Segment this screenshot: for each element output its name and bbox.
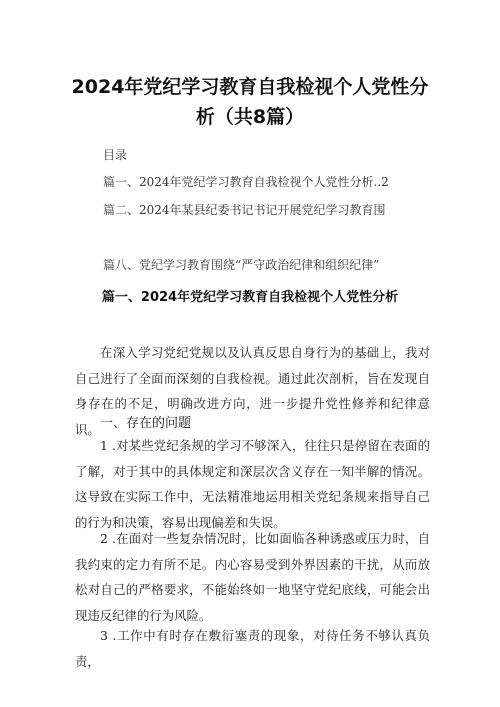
toc-item: 篇二、2024年某县纪委书记书记开展党纪学习教育围 (103, 203, 386, 217)
toc-item: 篇八、党纪学习教育围绕“严守政治纪律和组织纪律” (103, 258, 380, 272)
toc-item: 篇一、2024年党纪学习教育自我检视个人党性分析..2 (103, 175, 389, 189)
intro-paragraph: 在深入学习党纪党规以及认真反思自身行为的基础上，我对自己进行了全面而深刻的自我检视。通过此次剖析，旨在发现自身存在的不足，明确改进方向，进一步提升党性修养和纪律意识。 (75, 345, 430, 437)
heading-problems: 一、存在的问题 (100, 416, 192, 431)
paragraph-point-1: 1 .对某些党纪条规的学习不够深入，往往只是停留在表面的了解，对于其中的具体规定和深层次含义存在一知半解的情况。这导致在实际工作中，无法精准地运用相关党纪条规来指导自己的行为和决策，容易出现偏差和失误。 (75, 438, 430, 530)
paragraph-point-3: 3 .工作中有时存在敷衍塞责的现象，对待任务不够认真负责， (75, 628, 430, 669)
document-title: 2024年党纪学习教育自我检视个人党性分析（共8篇） (71, 76, 429, 128)
paragraph-point-2: 2 .在面对一些复杂情况时，比如面临各种诱惑或压力时，自我约束的定力有所不足。内心容易受到外界因素的干扰，从而放松对自己的严格要求，不能始终如一地坚守党纪底线，可能会出现违反纪律的行为风险。 (75, 531, 430, 623)
section-title: 篇一、2024年党纪学习教育自我检视个人党性分析 (101, 290, 399, 305)
toc-heading: 目录 (103, 148, 128, 162)
